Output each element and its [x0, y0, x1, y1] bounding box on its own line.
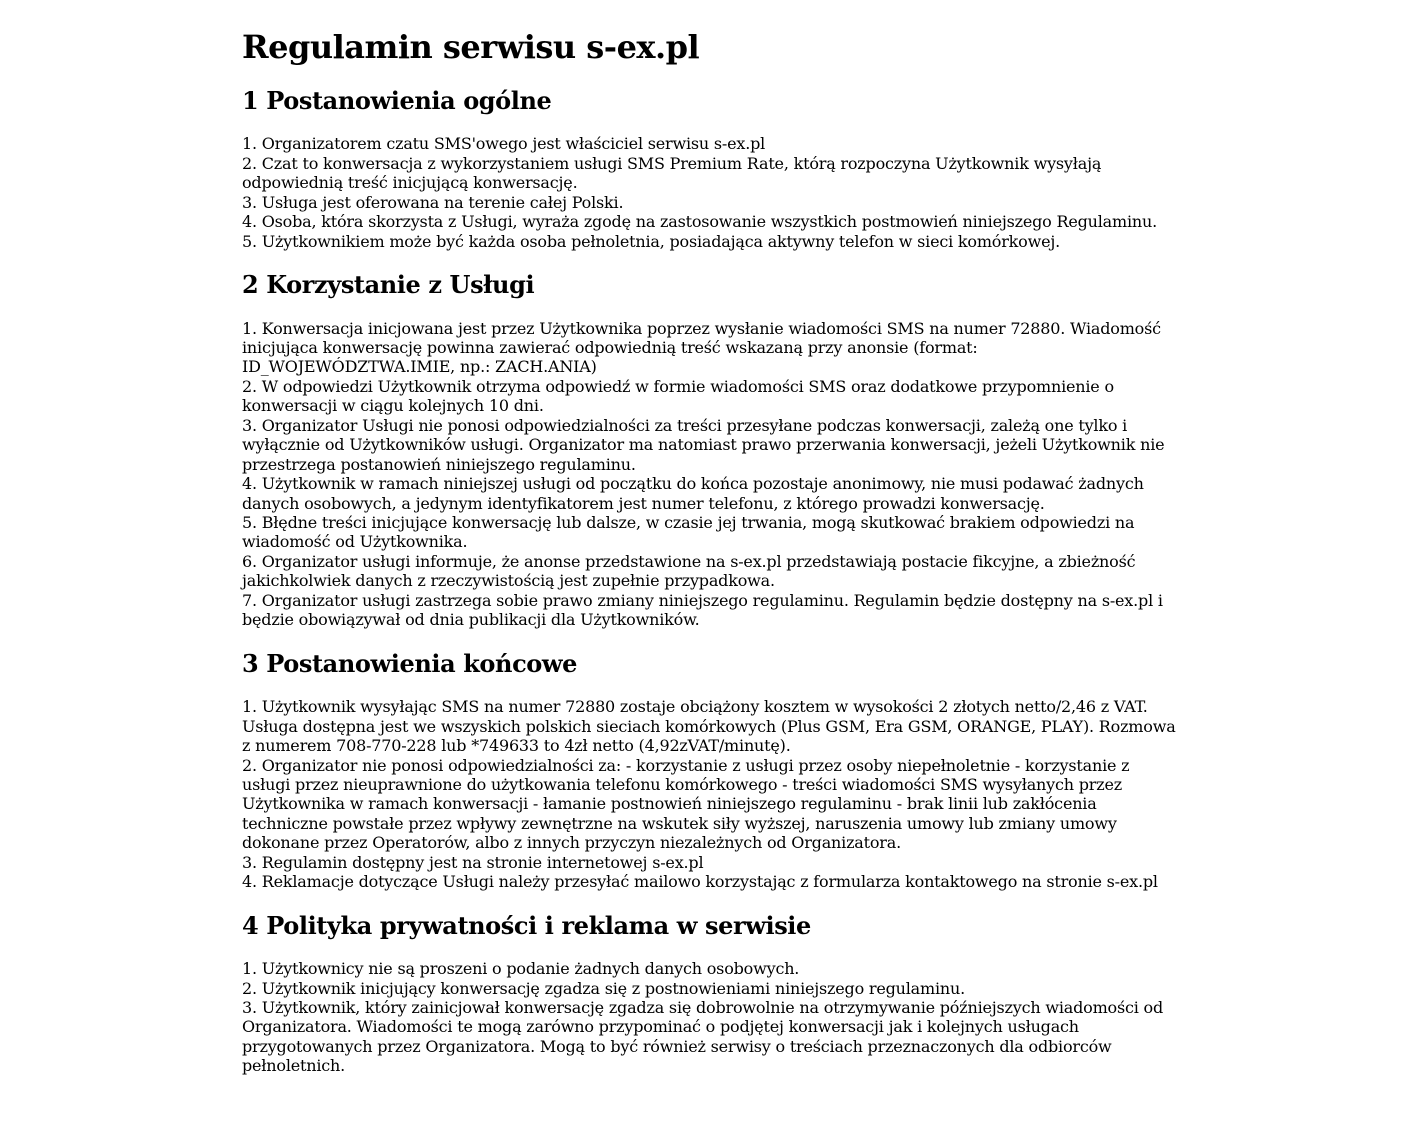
- section-heading: 1 Postanowienia ogólne: [242, 85, 552, 115]
- legal-item: 2. Użytkownik inicjujący konwersację zgadza się z postnowieniami niniejszego regulaminu.: [242, 978, 966, 998]
- section-items: [242, 134, 1182, 251]
- document-title: Regulamin serwisu s-ex.pl: [242, 28, 700, 66]
- legal-item: 3. Użytkownik, który zainicjował konwersację zgadza się dobrowolnie na otrzymywanie późniejszych wiadomości od Organizatora. Wiadomości te mogą zarówno przypominać o podjętej konwersacji jak i kolejnych usługach przygotowanych przez Organizatora. Mogą to być również serwisy o treściach przeznaczonych dla odbiorców pełnoletnich.: [242, 998, 1164, 1076]
- section-items: [242, 697, 1182, 891]
- section-general-provisions: [242, 87, 1182, 251]
- section-heading: 3 Postanowienia końcowe: [242, 648, 578, 678]
- section-items: [242, 959, 1182, 1076]
- legal-item: 4. Reklamacje dotyczące Usługi należy przesyłać mailowo korzystając z formularza kontaktowego na stronie s-ex.pl: [242, 872, 1158, 892]
- legal-item: 6. Organizator usługi informuje, że anonse przedstawione na s-ex.pl przedstawiają postacie fikcyjne, a zbieżność jakichkolwiek danych z rzeczywistością jest zupełnie przypadkowa.: [242, 551, 1136, 591]
- terms-document: [242, 29, 1182, 1076]
- legal-item: 5. Błędne treści inicjujące konwersację lub dalsze, w czasie jej trwania, mogą skutkować brakiem odpowiedzi na wiadomość od Użytkownika.: [242, 512, 1135, 552]
- section-service-usage: [242, 271, 1182, 630]
- legal-item: 2. Organizator nie ponosi odpowiedzialności za: - korzystanie z usługi przez osoby niepełnoletnie - korzystanie z usługi przez nieuprawnione do użytkowania telefonu komórkowego - treści wiadomości SMS wysyłanych przez Użytkownika w ramach konwersacji - łamanie postnowień niniejszego regulaminu - brak linii lub zakłócenia techniczne powstałe przez wpływy zewnętrzne na wskutek siły wyższej, naruszenia umowy lub zmiany umowy dokonane przez Operatorów, albo z innych przyczyn niezależnych od Organizatora.: [242, 755, 1130, 853]
- section-items: [242, 319, 1182, 630]
- legal-item: 2. W odpowiedzi Użytkownik otrzyma odpowiedź w formie wiadomości SMS oraz dodatkowe przypomnienie o konwersacji w ciągu kolejnych 10 dni.: [242, 376, 1114, 416]
- legal-item: 2. Czat to konwersacja z wykorzystaniem usługi SMS Premium Rate, którą rozpoczyna Użytkownik wysyłają odpowiednią treść inicjującą konwersację.: [242, 153, 1102, 193]
- legal-item: 5. Użytkownikiem może być każda osoba pełnoletnia, posiadająca aktywny telefon w sieci komórkowej.: [242, 231, 1061, 251]
- legal-item: 7. Organizator usługi zastrzega sobie prawo zmiany niniejszego regulaminu. Regulamin będzie dostępny na s-ex.pl i będzie obowiązywał od dnia publikacji dla Użytkowników.: [242, 590, 1163, 630]
- section-final-provisions: [242, 650, 1182, 892]
- legal-item: 4. Użytkownik w ramach niniejszej usługi od początku do końca pozostaje anonimowy, nie musi podawać żadnych danych osobowych, a jedynym identyfikatorem jest numer telefonu, z którego prowadzi konwersację.: [242, 474, 1144, 513]
- legal-item: 4. Osoba, która skorzysta z Usługi, wyraża zgodę na zastosowanie wszystkich postmowień niniejszego Regulaminu.: [242, 212, 1157, 232]
- legal-item: 3. Usługa jest oferowana na terenie całej Polski.: [242, 192, 624, 212]
- legal-item: 1. Użytkownicy nie są proszeni o podanie żadnych danych osobowych.: [242, 959, 800, 979]
- legal-item: 3. Regulamin dostępny jest na stronie internetowej s-ex.pl: [242, 852, 704, 872]
- legal-item: 1. Użytkownik wysyłając SMS na numer 72880 zostaje obciążony kosztem w wysokości 2 złotych netto/2,46 z VAT. Usługa dostępna jest we wszyskich polskich sieciach komórkowych (Plus GSM, Era GSM, ORANGE, PLAY). Rozmowa z numerem 708-770-228 lub *749633 to 4zł netto (4,92zVAT/minutę).: [242, 697, 1176, 756]
- section-heading: 4 Polityka prywatności i reklama w serwisie: [242, 910, 811, 940]
- legal-item: 3. Organizator Usługi nie ponosi odpowiedzialności za treści przesyłane podczas konwersacji, zależą one tylko i wyłącznie od Użytkowników usługi. Organizator ma natomiast prawo przerwania konwersacji, jeżeli Użytkownik nie przestrzega postanowień niniejszego regulaminu.: [242, 415, 1165, 474]
- section-heading: 2 Korzystanie z Usługi: [242, 270, 535, 300]
- legal-item: 1. Organizatorem czatu SMS'owego jest właściciel serwisu s-ex.pl: [242, 134, 766, 154]
- section-privacy-policy: [242, 912, 1182, 1076]
- legal-item: 1. Konwersacja inicjowana jest przez Użytkownika poprzez wysłanie wiadomości SMS na numer 72880. Wiadomość inicjująca konwersację powinna zawierać odpowiednią treść wskazaną przy anonsie (format: ID_WOJEWÓDZTWA.IMIE, np.: ZACH.ANIA): [242, 318, 1161, 377]
